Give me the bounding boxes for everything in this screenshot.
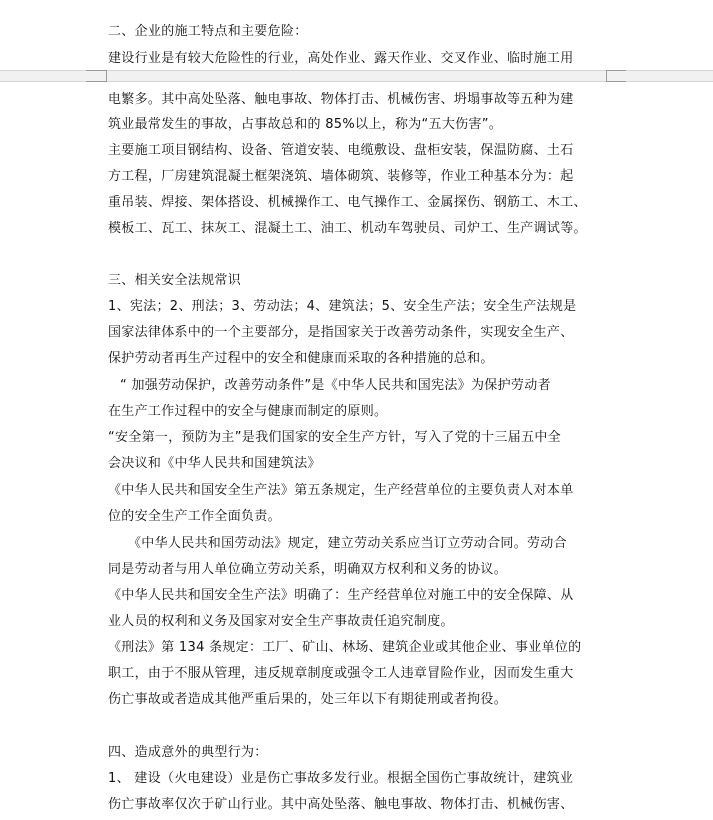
crop-mark bbox=[606, 76, 607, 82]
paragraph-line: 方工程，厂房建筑混凝土框架浇筑、墙体砌筑、装修等，作业工种基本分为：起 bbox=[108, 169, 574, 184]
heading-construction-features: 二、企业的施工特点和主要危险： bbox=[108, 24, 308, 39]
paragraph-line: 筑业最常发生的事故，占事故总和的 85%以上，称为“五大伤害”。 bbox=[108, 117, 503, 132]
paragraph-line: 1、 建设（火电建设）业是伤亡事故多发行业。根据全国伤亡事故统计，建筑业 bbox=[108, 771, 574, 786]
paragraph-line: 伤亡事故率仅次于矿山行业。其中高处坠落、触电事故、物体打击、机械伤害、 bbox=[108, 797, 574, 812]
paragraph-line: 业人员的权利和义务及国家对安全生产事故责任追究制度。 bbox=[108, 614, 454, 629]
crop-mark bbox=[606, 81, 626, 82]
paragraph-line: 重吊装、焊接、架体搭设、机械操作工、电气操作工、金属探伤、钢筋工、木工、 bbox=[108, 195, 587, 210]
heading-typical-behaviors: 四、造成意外的典型行为： bbox=[108, 745, 268, 760]
paragraph-line: 职工，由于不服从管理，违反规章制度或强令工人违章冒险作业，因而发生重大 bbox=[108, 666, 574, 681]
paragraph-line: 会决议和《中华人民共和国建筑法》 bbox=[108, 456, 321, 471]
heading-safety-regulations: 三、相关安全法规常识 bbox=[108, 273, 242, 288]
crop-mark bbox=[606, 70, 626, 71]
paragraph-line: 《刑法》第 134 条规定：工厂、矿山、林场、建筑企业或其他企业、事业单位的 bbox=[108, 640, 582, 655]
paragraph-line: “安全第一，预防为主”是我们国家的安全生产方针，写入了党的十三届五中全 bbox=[108, 430, 561, 445]
paragraph-line: 位的安全生产工作全面负责。 bbox=[108, 509, 281, 524]
paragraph-line: 建设行业是有较大危险性的行业，高处作业、露天作业、交叉作业、临时施工用 bbox=[108, 51, 574, 66]
paragraph-line: 电繁多。其中高处坠落、触电事故、物体打击、机械伤害、坍塌事故等五种为建 bbox=[108, 92, 574, 107]
page-break bbox=[0, 70, 713, 90]
paragraph-line: 1、宪法；2、刑法；3、劳动法；4、建筑法；5、安全生产法；安全生产法规是 bbox=[108, 299, 577, 314]
paragraph-line: 同是劳动者与用人单位确立劳动关系，明确双方权利和义务的协议。 bbox=[108, 562, 508, 577]
paragraph-line: 保护劳动者再生产过程中的安全和健康而采取的各种措施的总和。 bbox=[108, 351, 494, 366]
paragraph-line: 《中华人民共和国安全生产法》明确了：生产经营单位对施工中的安全保障、从 bbox=[108, 588, 574, 603]
paragraph-line: 伤亡事故或者造成其他严重后果的，处三年以下有期徒刑或者拘役。 bbox=[108, 692, 508, 707]
crop-mark bbox=[106, 76, 107, 82]
crop-mark bbox=[86, 81, 106, 82]
crop-mark bbox=[86, 70, 106, 71]
paragraph-line: “ 加强劳动保护，改善劳动条件”是《中华人民共和国宪法》为保护劳动者 bbox=[120, 378, 551, 393]
paragraph-line: 在生产工作过程中的安全与健康而制定的原则。 bbox=[108, 404, 388, 419]
paragraph-line: 《中华人民共和国安全生产法》第五条规定，生产经营单位的主要负责人对本单 bbox=[108, 483, 574, 498]
paragraph-line: 《中华人民共和国劳动法》规定，建立劳动关系应当订立劳动合同。劳动合 bbox=[128, 536, 567, 551]
paragraph-line: 主要施工项目钢结构、设备、管道安装、电缆敷设、盘柜安装，保温防腐、土石 bbox=[108, 143, 574, 158]
paragraph-line: 模板工、瓦工、抹灰工、混凝土工、油工、机动车驾驶员、司炉工、生产调试等。 bbox=[108, 221, 587, 236]
paragraph-line: 国家法律体系中的一个主要部分，是指国家关于改善劳动条件，实现安全生产、 bbox=[108, 325, 574, 340]
